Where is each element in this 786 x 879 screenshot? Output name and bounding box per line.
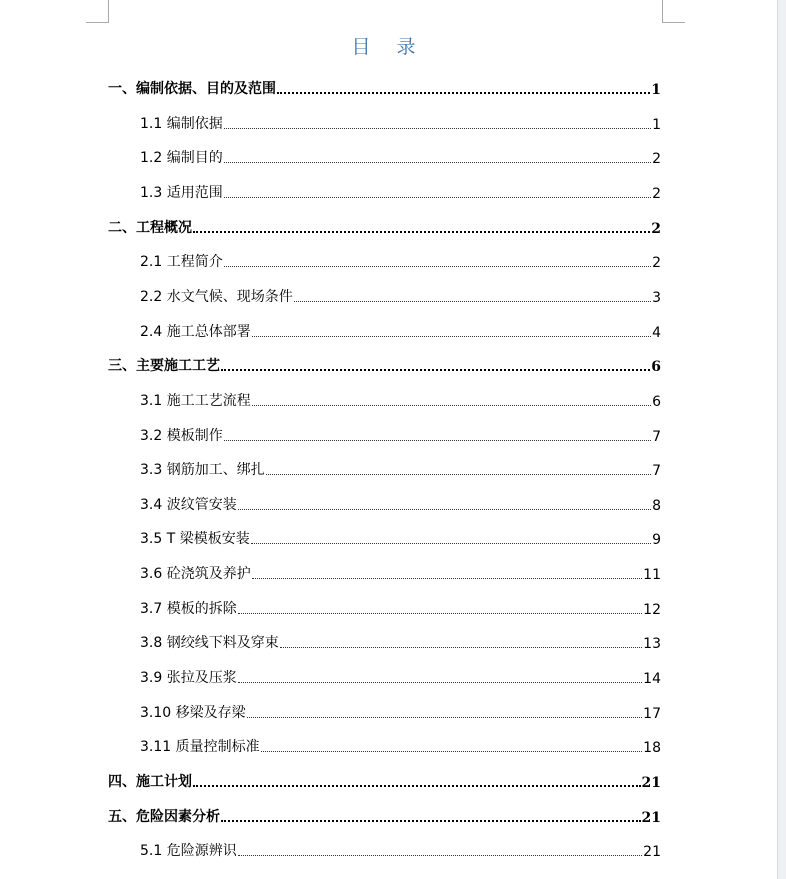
toc-section-entry[interactable] [140, 630, 661, 652]
toc-entry-label: 3.5 T 梁模板安装 [140, 531, 250, 548]
toc-entry-label: 一、编制依据、目的及范围 [108, 81, 276, 97]
toc-section-entry[interactable] [140, 111, 661, 133]
toc-chapter-entry[interactable] [108, 76, 661, 98]
page-corner-mark-top-left [86, 0, 109, 23]
toc-chapter-entry[interactable] [108, 804, 661, 826]
toc-dot-leader [261, 751, 643, 752]
toc-entry-label: 三、主要施工工艺 [108, 358, 220, 375]
toc-entry-page-number: 17 [643, 705, 661, 722]
toc-entry-label: 1.2 编制目的 [140, 150, 223, 167]
toc-dot-leader [238, 855, 642, 856]
toc-section-entry[interactable] [140, 700, 661, 722]
toc-entry-page-number: 4 [652, 324, 661, 341]
toc-entry-label: 二、工程概况 [108, 219, 192, 236]
toc-section-entry[interactable] [140, 492, 661, 514]
toc-entry-label: 1.3 适用范围 [140, 184, 223, 201]
toc-entry-label: 四、施工计划 [108, 774, 192, 790]
toc-entry-page-number: 7 [652, 463, 661, 480]
toc-entry-label: 3.3 钢筋加工、绑扎 [140, 462, 265, 479]
toc-entry-page-number: 14 [643, 671, 661, 688]
toc-entry-label: 3.7 模板的拆除 [140, 600, 237, 617]
toc-entry-label: 3.10 移梁及存梁 [140, 704, 246, 721]
toc-entry-label: 3.11 质量控制标准 [140, 739, 260, 756]
toc-dot-leader [221, 820, 641, 822]
toc-section-entry[interactable] [140, 249, 661, 271]
toc-entry-label: 2.4 施工总体部署 [140, 323, 251, 340]
toc-dot-leader [252, 336, 651, 337]
toc-section-entry[interactable] [140, 838, 661, 860]
toc-entry-page-number: 9 [652, 532, 661, 549]
toc-dot-leader [280, 647, 642, 648]
toc-entry-page-number: 2 [652, 255, 661, 272]
toc-section-entry[interactable] [140, 526, 661, 548]
toc-entry-label: 3.6 砼浇筑及养护 [140, 566, 251, 583]
toc-title: 目 录 [351, 36, 426, 58]
toc-dot-leader [266, 474, 651, 475]
toc-section-entry[interactable] [140, 734, 661, 756]
toc-entry-page-number: 21 [641, 775, 661, 791]
page-right-margin [777, 0, 786, 879]
toc-dot-leader [224, 162, 651, 163]
toc-chapter-entry[interactable] [108, 215, 661, 237]
toc-entry-label: 3.8 钢绞线下料及穿束 [140, 635, 279, 652]
toc-entry-page-number: 21 [643, 844, 661, 861]
toc-dot-leader [252, 405, 651, 406]
toc-dot-leader [193, 231, 650, 233]
toc-entry-label: 1.1 编制依据 [140, 115, 223, 132]
toc-section-entry[interactable] [140, 665, 661, 687]
toc-entry-page-number: 21 [641, 809, 661, 826]
toc-entry-label: 2.2 水文气候、现场条件 [140, 288, 293, 305]
toc-dot-leader [277, 92, 650, 94]
toc-dot-leader [252, 578, 642, 579]
toc-chapter-entry[interactable] [108, 769, 661, 791]
toc-dot-leader [238, 613, 642, 614]
toc-entry-page-number: 11 [643, 567, 661, 584]
toc-dot-leader [221, 369, 650, 371]
toc-section-entry[interactable] [140, 180, 661, 202]
toc-entry-label: 3.1 施工工艺流程 [140, 392, 251, 409]
toc-entry-page-number: 2 [652, 151, 661, 168]
toc-entry-page-number: 1 [652, 116, 661, 133]
toc-section-entry[interactable] [140, 561, 661, 583]
toc-entry-page-number: 18 [643, 740, 661, 757]
toc-dot-leader [224, 197, 651, 198]
toc-entry-label: 五、危险因素分析 [108, 808, 220, 825]
toc-entry-page-number: 13 [643, 636, 661, 653]
toc-dot-leader [224, 266, 651, 267]
toc-dot-leader [238, 682, 642, 683]
toc-entry-label: 3.2 模板制作 [140, 427, 223, 444]
toc-section-entry[interactable] [140, 145, 661, 167]
toc-entry-label: 3.9 张拉及压浆 [140, 670, 237, 687]
toc-section-entry[interactable] [140, 457, 661, 479]
page-corner-mark-top-right [662, 0, 685, 23]
toc-dot-leader [294, 301, 651, 302]
toc-dot-leader [247, 717, 643, 718]
toc-section-entry[interactable] [140, 284, 661, 306]
toc-entry-page-number: 1 [651, 82, 661, 98]
toc-section-entry[interactable] [140, 388, 661, 410]
toc-entry-page-number: 3 [652, 289, 661, 306]
toc-section-entry[interactable] [140, 319, 661, 341]
toc-dot-leader [238, 509, 651, 510]
toc-entry-page-number: 2 [652, 185, 661, 202]
toc-section-entry[interactable] [140, 596, 661, 618]
toc-entry-label: 2.1 工程简介 [140, 254, 223, 271]
toc-dot-leader [193, 785, 641, 787]
toc-entry-page-number: 6 [651, 359, 661, 376]
toc-entry-label: 3.4 波纹管安装 [140, 496, 237, 513]
toc-dot-leader [224, 128, 651, 129]
toc-entry-page-number: 6 [652, 393, 661, 410]
toc-section-entry[interactable] [140, 423, 661, 445]
toc-entry-page-number: 8 [652, 497, 661, 514]
toc-entry-page-number: 7 [652, 428, 661, 445]
toc-dot-leader [251, 543, 651, 544]
toc-entry-label: 5.1 危险源辨识 [140, 843, 237, 860]
toc-chapter-entry[interactable] [108, 353, 661, 375]
toc-entry-page-number: 12 [643, 601, 661, 618]
toc-dot-leader [224, 440, 651, 441]
toc-entry-page-number: 2 [651, 220, 661, 237]
